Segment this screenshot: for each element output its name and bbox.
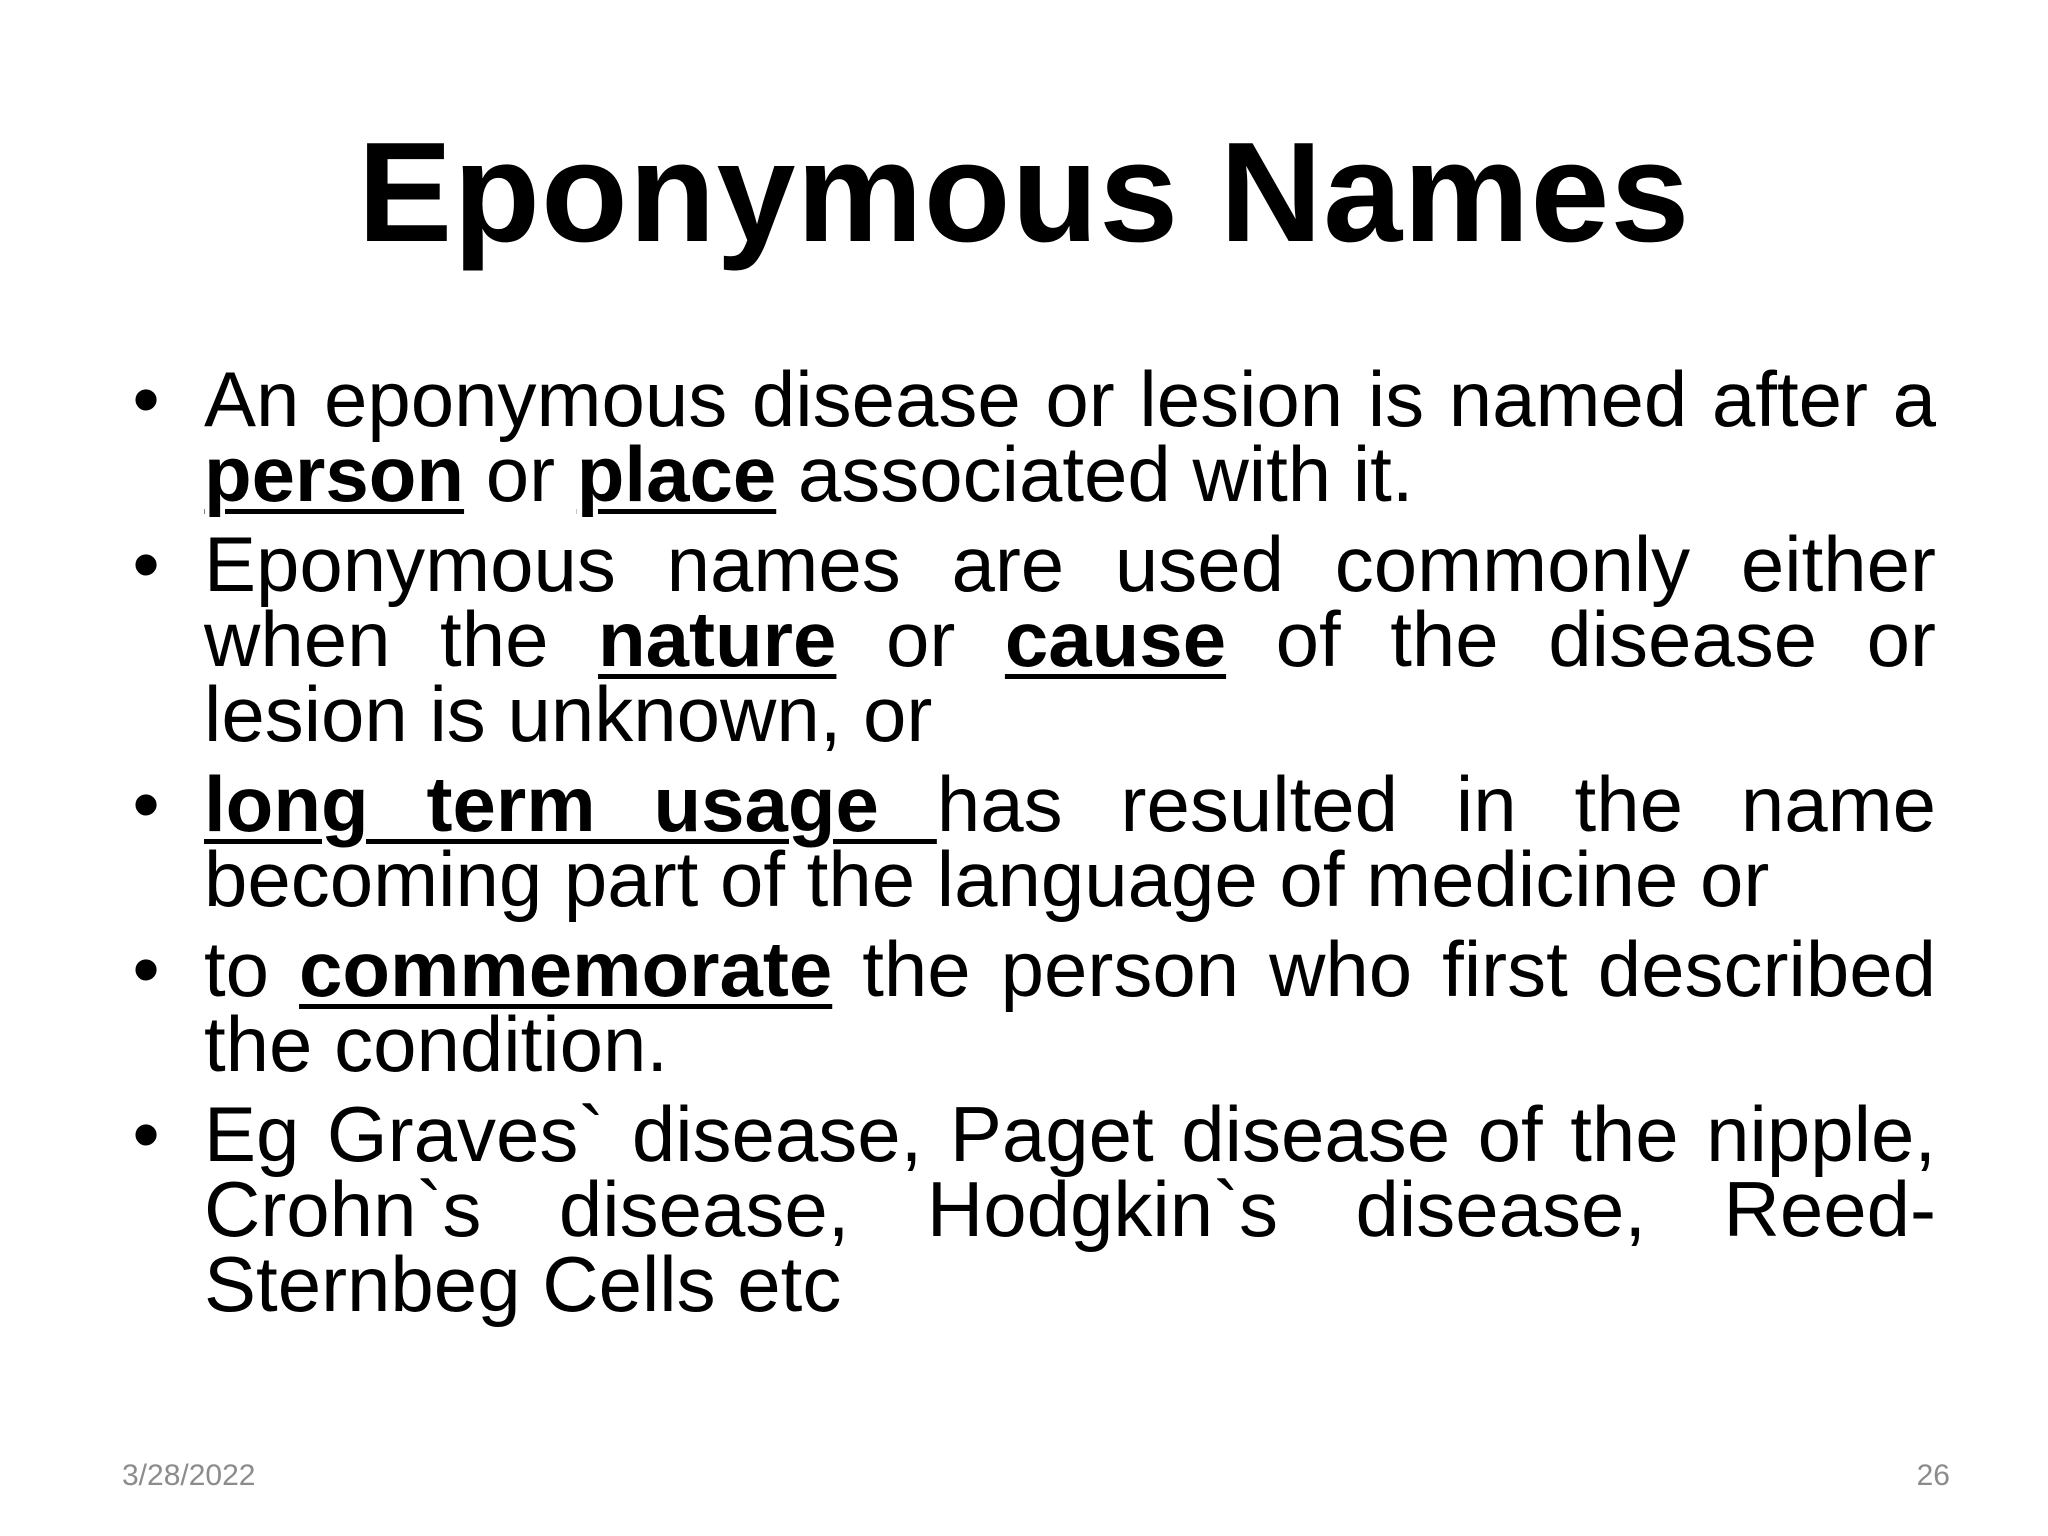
bullet-marker: •: [132, 355, 160, 443]
bullet-text: Eg Graves` disease, Paget disease of the nipple, Crohn`s disease, Hodgkin`s disease, Reed-Sternbeg Cells etc: [204, 1090, 1936, 1328]
bullet-text: An eponymous disease or lesion is named after a: [204, 355, 1936, 443]
bullet-item: [116, 520, 1937, 758]
bullet-item: [116, 760, 1936, 923]
emphasized-term: cause: [1004, 595, 1227, 683]
emphasized-term: person: [204, 430, 465, 518]
slide-title: Eponymous Names: [357, 113, 1691, 272]
bullet-marker: •: [132, 1090, 160, 1178]
emphasized-term: place: [576, 430, 777, 518]
bullet-text: or: [836, 595, 1005, 683]
bullet-text: to: [204, 925, 300, 1013]
bullet-text: associated with it.: [776, 430, 1414, 518]
emphasized-term: commemorate: [299, 925, 833, 1013]
bullet-text: has resulted in the name becoming part of the language of medicine or: [204, 760, 1936, 923]
emphasized-term: nature: [598, 595, 837, 683]
emphasized-term: long term usage: [204, 760, 937, 848]
bullet-item: [116, 355, 1936, 518]
slide-date: 3/28/2022: [122, 1459, 256, 1492]
bullet-text: Eponymous names are used commonly either when the: [204, 520, 1936, 683]
bullet-marker: •: [132, 520, 160, 608]
bullet-marker: •: [132, 925, 160, 1013]
bullet-text: of the disease or lesion is unknown, or: [204, 595, 1937, 758]
slide-number: 26: [1916, 1459, 1950, 1492]
bullet-list: [116, 355, 1937, 1337]
bullet-text: or: [464, 430, 577, 518]
bullet-item: [116, 925, 1936, 1088]
bullet-item: [116, 1090, 1936, 1328]
bullet-text: the person who first described the condition.: [204, 925, 1936, 1088]
bullet-marker: •: [132, 760, 160, 848]
